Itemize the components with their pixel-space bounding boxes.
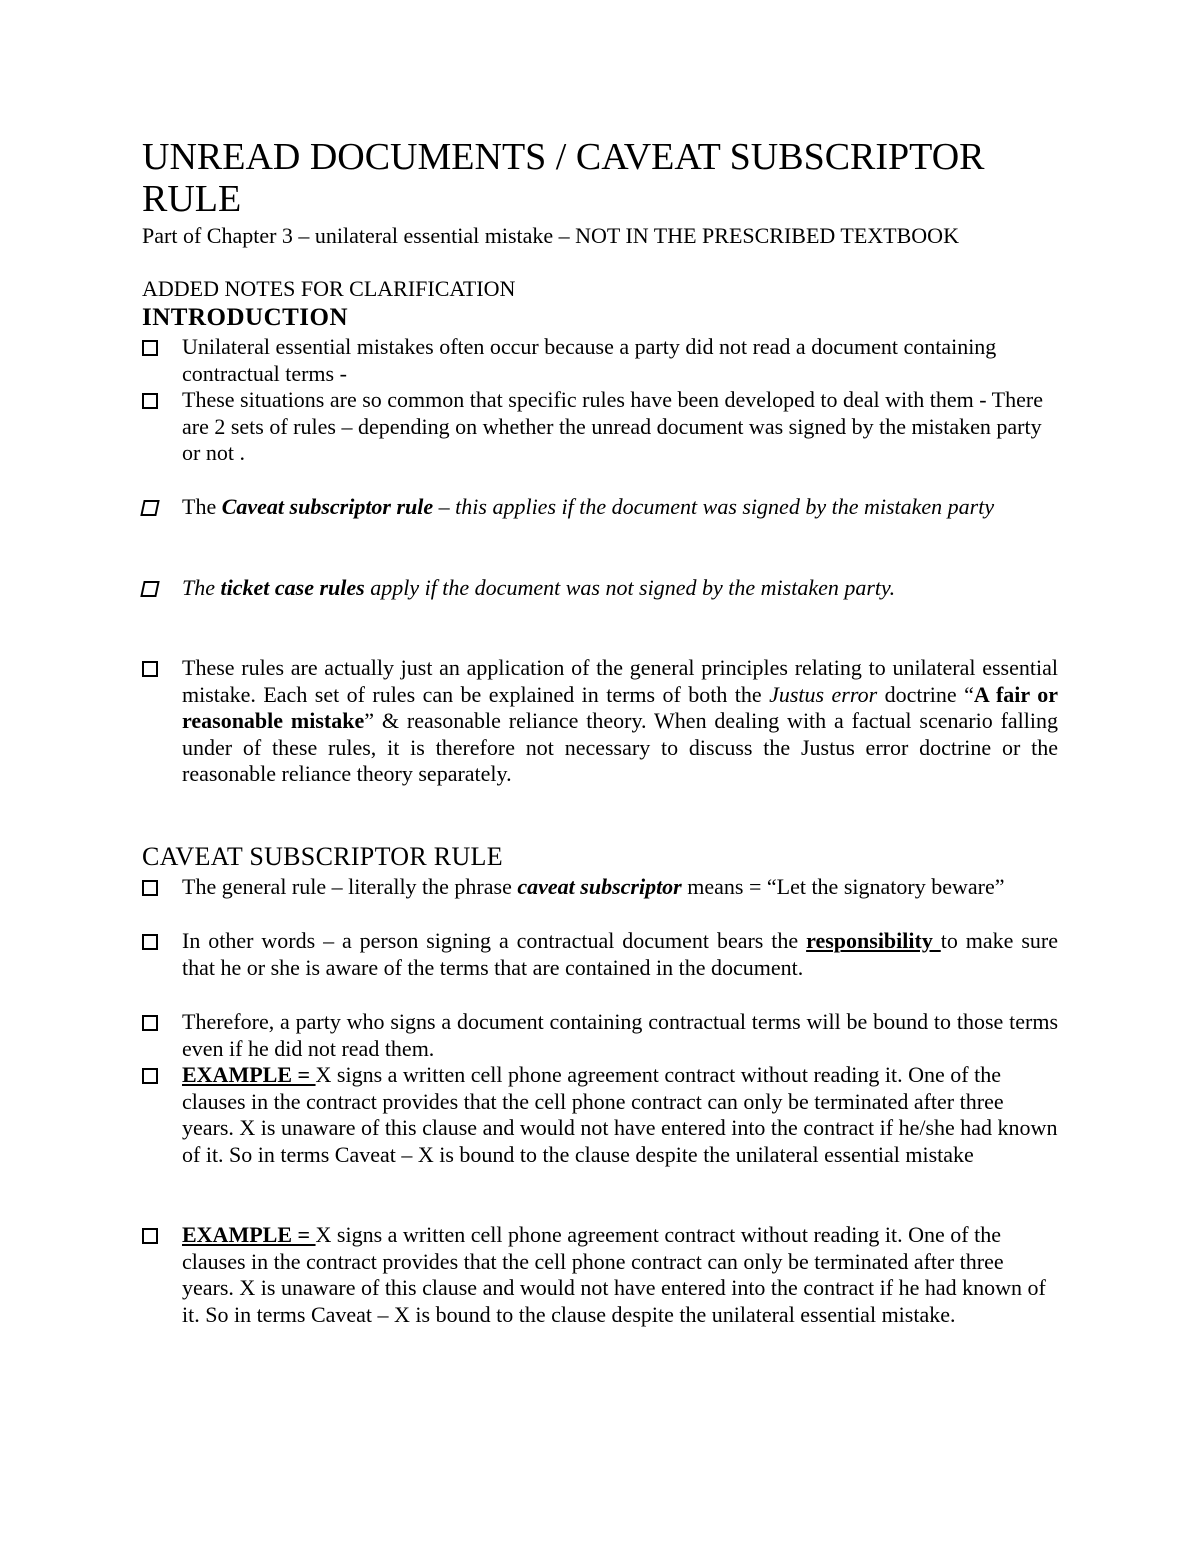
example-label: EXAMPLE = bbox=[182, 1062, 316, 1087]
list-item-text: doctrine “ bbox=[877, 681, 974, 707]
checkbox-bullet-icon bbox=[140, 500, 159, 516]
list-item bbox=[142, 1009, 1058, 1062]
checkbox-bullet-icon bbox=[142, 1228, 158, 1244]
checkbox-bullet-icon bbox=[142, 661, 158, 677]
list-item-text: These situations are so common that specific rules have been developed to deal with them - There are 2 sets of rules – depending on whether the unread document was signed by the mistaken party or not . bbox=[182, 387, 1043, 466]
list-item-text: Therefore, a party who signs a document containing contractual terms will be bound to those terms even if he did not read them. bbox=[182, 1009, 1058, 1061]
ticket-case-term: ticket case rules bbox=[220, 575, 365, 600]
example-text: X signs a written cell phone agreement contract without reading it. One of the clauses in the contract provides that the cell phone contract can only be terminated after three years. X is unaware of this clause and would not have entered into the contract if he had known of it. So in terms Caveat – X is bound to the clause despite the unilateral essential mistake. bbox=[182, 1222, 1046, 1327]
document-title: UNREAD DOCUMENTS / CAVEAT SUBSCRIPTOR RULE bbox=[142, 136, 985, 220]
checkbox-bullet-icon bbox=[142, 1068, 158, 1084]
list-item-text: ” & reasonable reliance theory. When dealing with a factual scenario falling under of these rules, it is therefore not necessary to discuss the Justus error doctrine or the reasonable reliance theory separately. bbox=[182, 708, 1058, 787]
caveat-heading: CAVEAT SUBSCRIPTOR RULE bbox=[142, 842, 503, 871]
responsibility-term: responsibility bbox=[806, 928, 941, 953]
checkbox-bullet-icon bbox=[140, 581, 159, 597]
checkbox-bullet-icon bbox=[142, 1015, 158, 1031]
caveat-subscriptor-term: caveat subscriptor bbox=[517, 874, 682, 899]
clarification-note: ADDED NOTES FOR CLARIFICATION bbox=[142, 276, 516, 301]
list-item-text: to make sure that he or she is aware of the terms that are contained in the document. bbox=[182, 928, 1058, 980]
list-item bbox=[142, 655, 1058, 788]
list-item-text: means = “Let the signatory beware” bbox=[681, 874, 1005, 899]
list-item bbox=[142, 928, 1058, 981]
checkbox-bullet-icon bbox=[142, 934, 158, 950]
fair-mistake-term: A fair or reasonable mistake bbox=[182, 681, 1058, 734]
list-item-text: apply if the document was not signed by the mistaken party. bbox=[364, 575, 896, 600]
example-label: EXAMPLE = bbox=[182, 1222, 316, 1247]
checkbox-bullet-icon bbox=[142, 880, 158, 896]
list-item-text: – this applies if the document was signed by the mistaken party bbox=[433, 494, 995, 519]
checkbox-bullet-icon bbox=[142, 340, 158, 356]
example-text: X signs a written cell phone agreement contract without reading it. One of the clauses in the contract provides that the cell phone contract can only be terminated after three years. X is unaware of this clause and would not have entered into the contract if he/she had known of it. So in terms Caveat – X is bound to the clause despite the unilateral essential mistake bbox=[182, 1062, 1058, 1167]
list-item-text: Unilateral essential mistakes often occur because a party did not read a document containing contractual terms - bbox=[182, 334, 997, 386]
example-item bbox=[142, 1062, 1058, 1168]
list-item-text: The bbox=[182, 494, 222, 519]
checkbox-bullet-icon bbox=[142, 393, 158, 409]
example-item bbox=[142, 1222, 1058, 1328]
introduction-heading: INTRODUCTION bbox=[142, 304, 349, 331]
list-item bbox=[142, 575, 1058, 602]
list-item bbox=[142, 334, 1058, 387]
list-item-text: These rules are actually just an application of the general principles relating to unilateral essential mistake. Each set of rules can be explained in terms of both the bbox=[182, 655, 1058, 707]
list-item-text: The bbox=[182, 575, 221, 600]
list-item bbox=[142, 874, 1058, 901]
list-item bbox=[142, 494, 1058, 521]
list-item-text: In other words – a person signing a contractual document bears the bbox=[182, 928, 807, 953]
justus-error-term: Justus error bbox=[769, 681, 878, 707]
list-item-text: The general rule – literally the phrase bbox=[182, 874, 518, 899]
chapter-note: Part of Chapter 3 – unilateral essential mistake – NOT IN THE PRESCRIBED TEXTBOOK bbox=[142, 223, 959, 248]
list-item bbox=[142, 387, 1058, 467]
caveat-rule-term: Caveat subscriptor rule bbox=[221, 494, 434, 519]
